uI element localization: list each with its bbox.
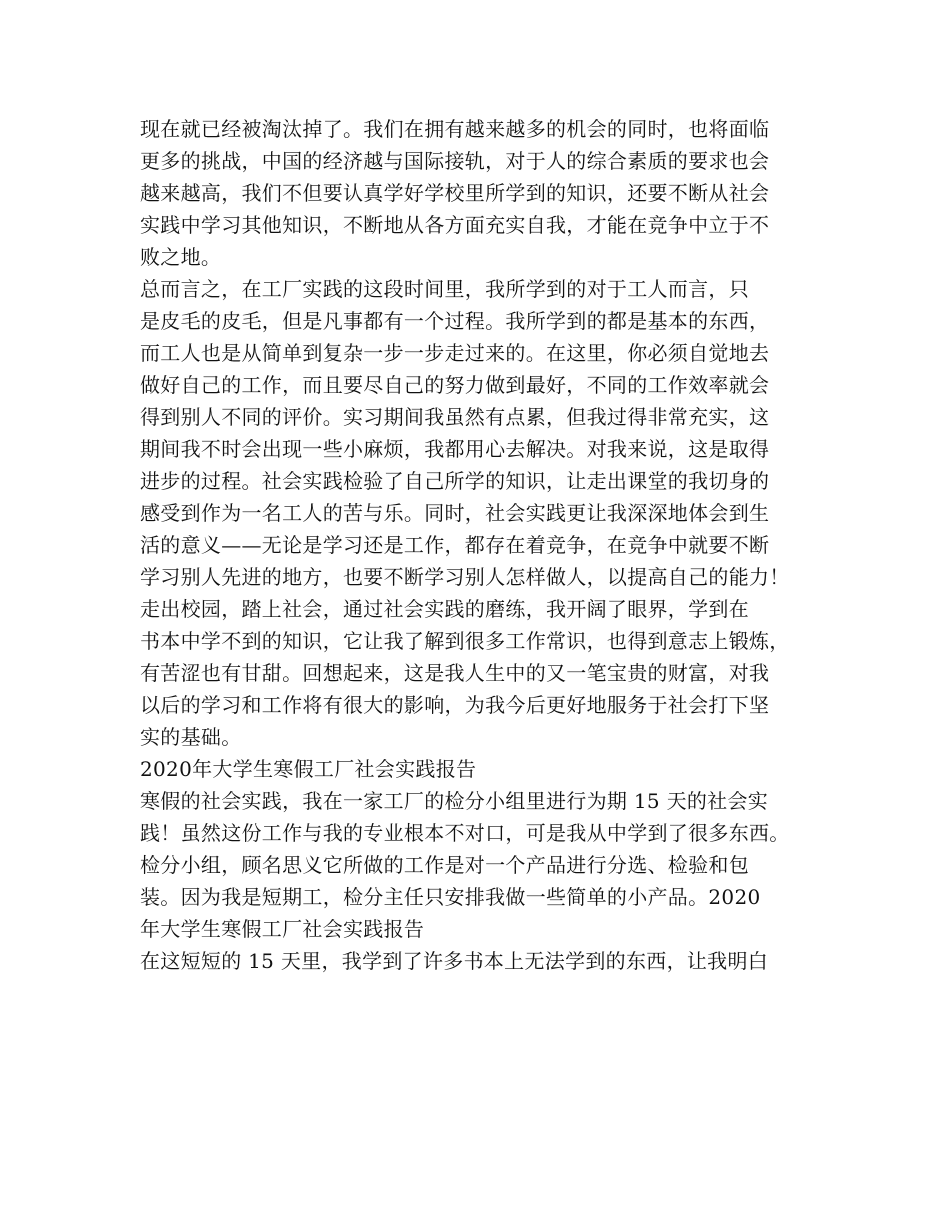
text-line: 走出校园，踏上社会，通过社会实践的磨练，我开阔了眼界，学到在 xyxy=(140,597,749,621)
text-line: 检分小组，顾名思义它所做的工作是对一个产品进行分选、检验和包 xyxy=(140,853,749,877)
text-line: 做好自己的工作，而且要尽自己的努力做到最好，不同的工作效率就会 xyxy=(140,373,770,397)
text-line: 活的意义——无论是学习还是工作，都存在着竞争，在竞争中就要不断 xyxy=(140,533,770,557)
text-line: 而工人也是从简单到复杂一步一步走过来的。在这里，你必须自觉地去 xyxy=(140,341,770,365)
text-line: 有苦涩也有甘甜。回想起来，这是我人生中的又一笔宝贵的财富，对我 xyxy=(140,661,770,685)
text-line: 装。因为我是短期工，检分主任只安排我做一些简单的小产品。2020 xyxy=(140,885,761,909)
text-line: 进步的过程。社会实践检验了自己所学的知识，让走出课堂的我切身的 xyxy=(140,469,770,493)
text-line: 是皮毛的皮毛，但是凡事都有一个过程。我所学到的都是基本的东西， xyxy=(140,309,770,333)
text-line: 感受到作为一名工人的苦与乐。同时，社会实践更让我深深地体会到生 xyxy=(140,501,770,525)
text-line: 在这短短的 15 天里，我学到了许多书本上无法学到的东西，让我明白 xyxy=(140,949,769,973)
text-line: 学习别人先进的地方，也要不断学习别人怎样做人，以提高自己的能力！ xyxy=(140,565,790,589)
text-line: 实的基础。 xyxy=(140,725,242,749)
text-line: 践！虽然这份工作与我的专业根本不对口，可是我从中学到了很多东西。 xyxy=(140,821,790,845)
text-line: 实践中学习其他知识，不断地从各方面充实自我，才能在竞争中立于不 xyxy=(140,213,770,237)
section-heading: 2020年大学生寒假工厂社会实践报告 xyxy=(140,757,477,781)
text-line: 败之地。 xyxy=(140,245,222,269)
text-line: 书本中学不到的知识，它让我了解到很多工作常识，也得到意志上锻炼， xyxy=(140,629,790,653)
text-line: 寒假的社会实践，我在一家工厂的检分小组里进行为期 15 天的社会实 xyxy=(140,789,769,813)
text-line: 现在就已经被淘汰掉了。我们在拥有越来越多的机会的同时，也将面临 xyxy=(140,117,770,141)
text-line: 得到别人不同的评价。实习期间我虽然有点累，但我过得非常充实，这 xyxy=(140,405,770,429)
text-line: 以后的学习和工作将有很大的影响，为我今后更好地服务于社会打下坚 xyxy=(140,693,770,717)
text-line: 年大学生寒假工厂社会实践报告 xyxy=(140,917,425,941)
text-line: 总而言之，在工厂实践的这段时间里，我所学到的对于工人而言，只 xyxy=(140,277,749,301)
text-line: 越来越高，我们不但要认真学好学校里所学到的知识，还要不断从社会 xyxy=(140,181,770,205)
text-line: 更多的挑战，中国的经济越与国际接轨，对于人的综合素质的要求也会 xyxy=(140,149,770,173)
text-line: 期间我不时会出现一些小麻烦，我都用心去解决。对我来说，这是取得 xyxy=(140,437,770,461)
body-text xyxy=(140,113,820,977)
